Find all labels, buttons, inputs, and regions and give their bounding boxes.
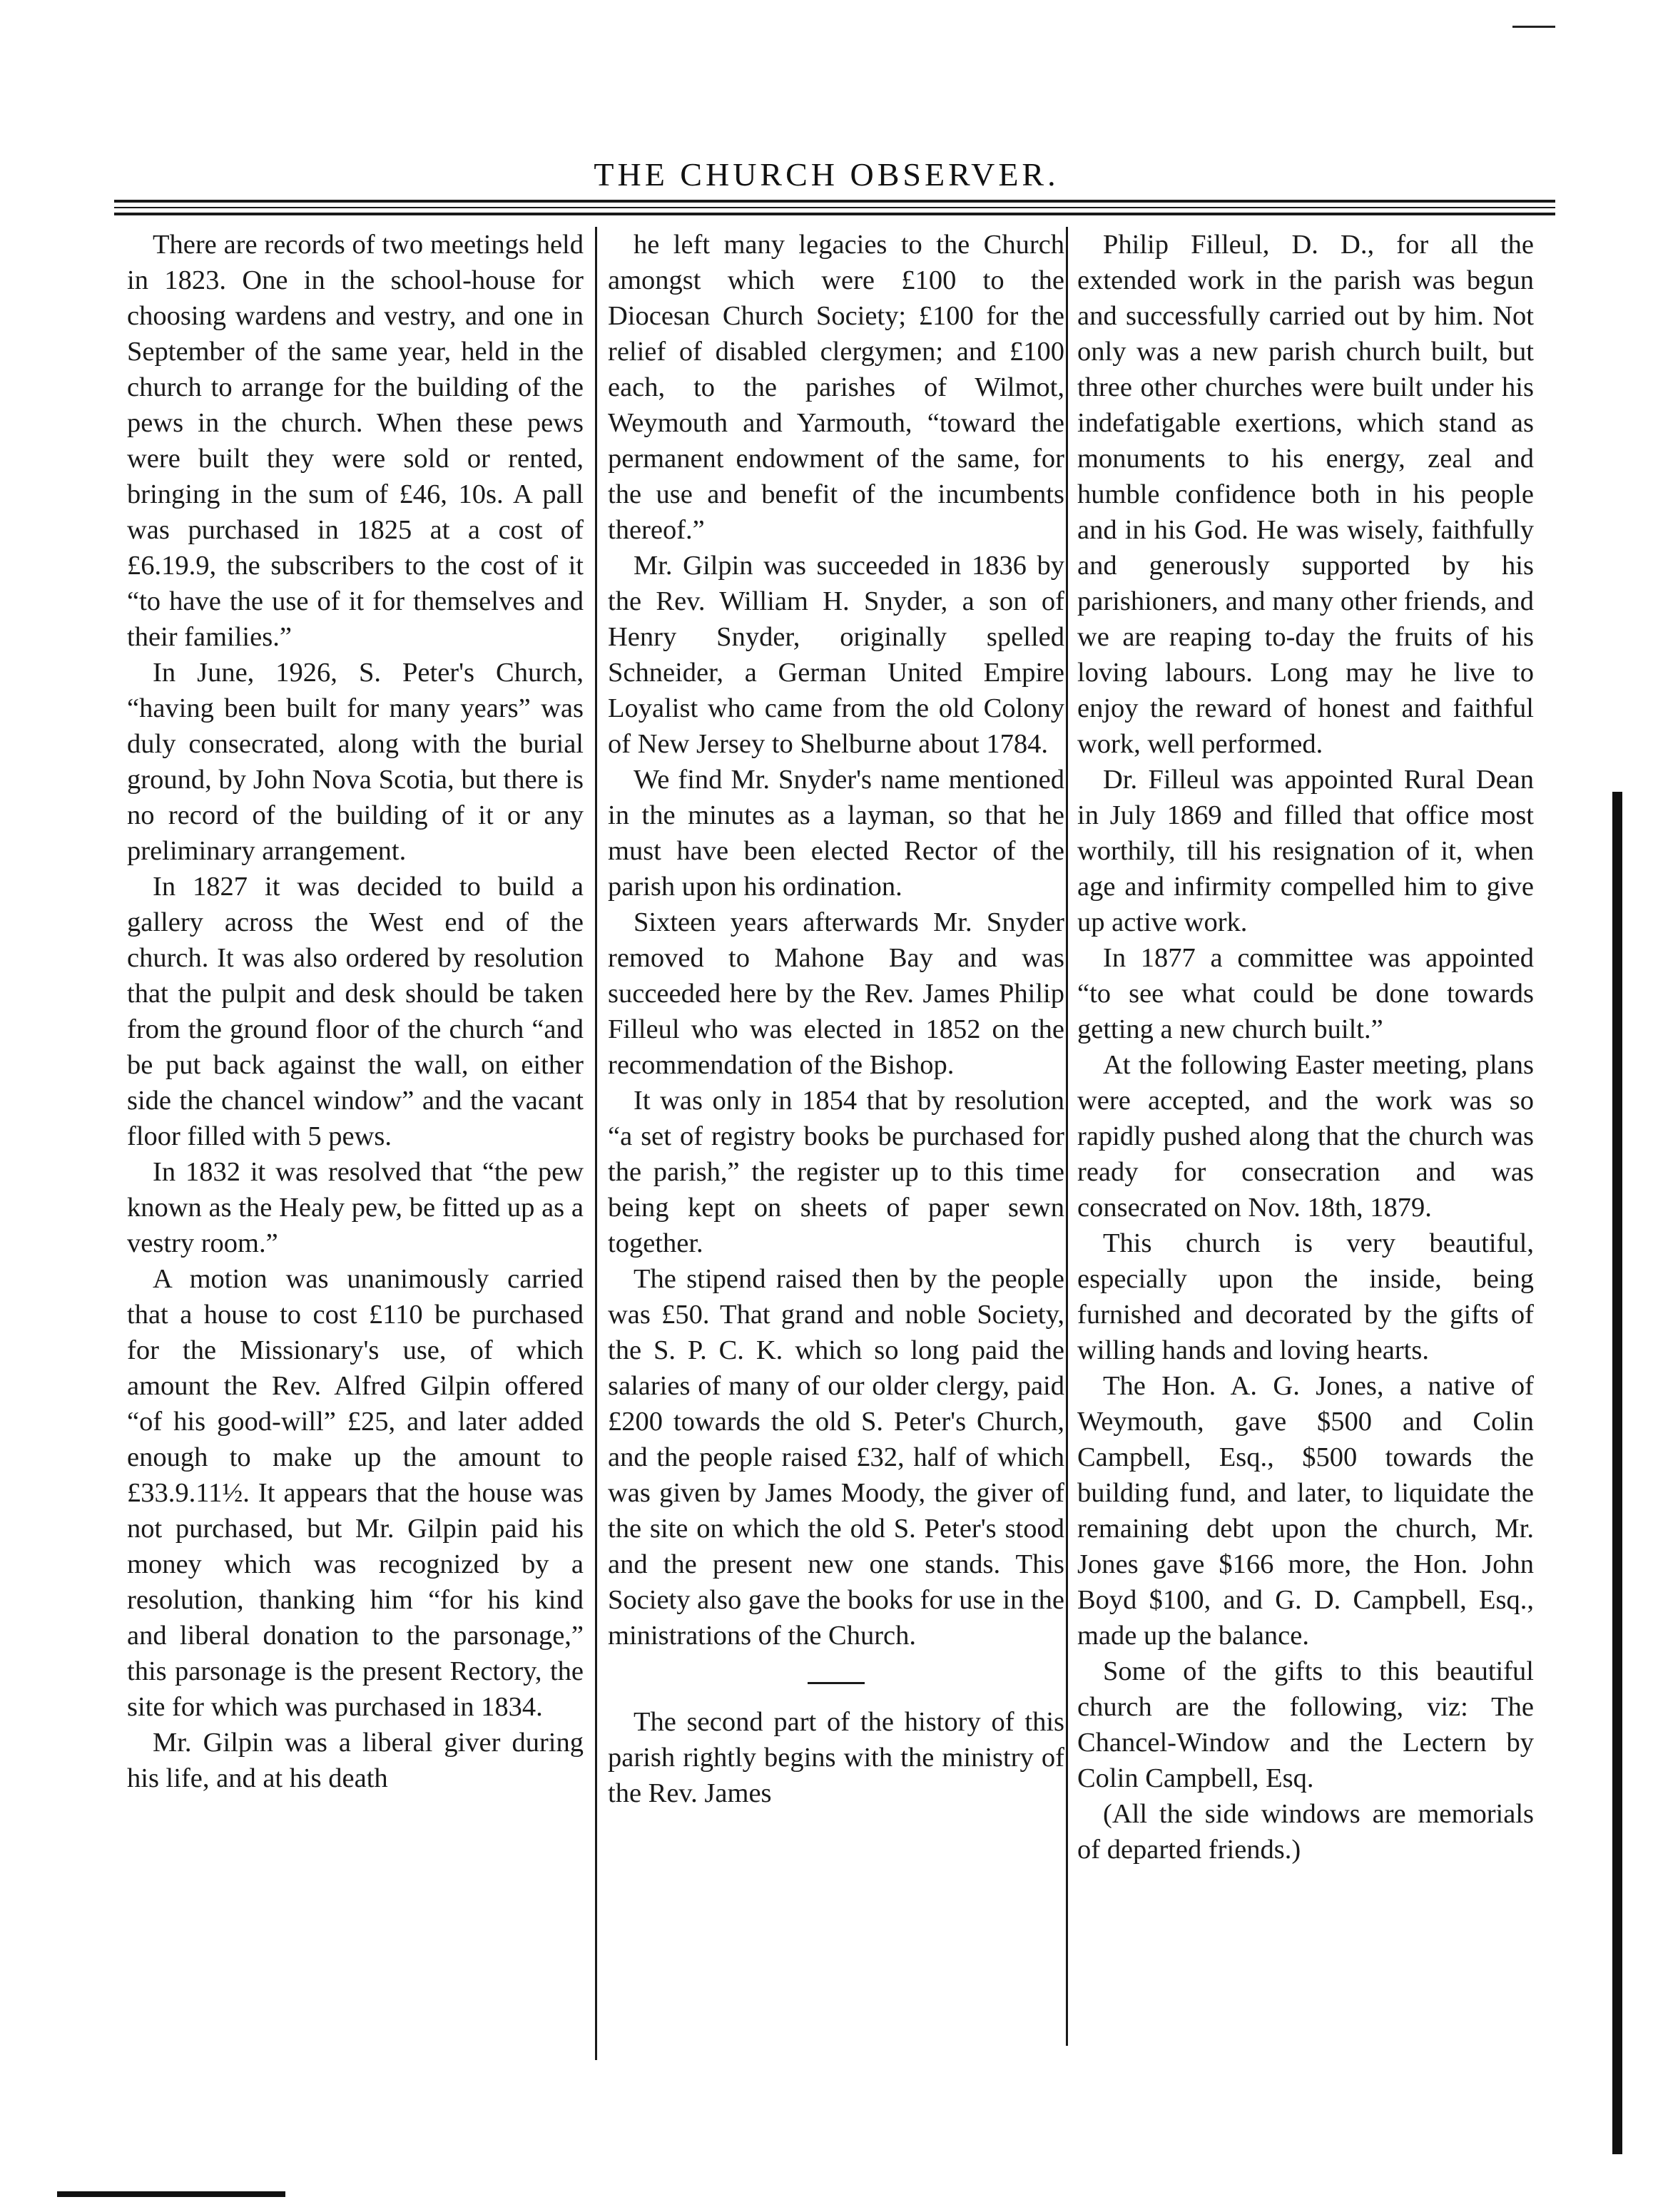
paragraph: We find Mr. Snyder's name mentioned in the minutes as a layman, so that he must have been elected Rector of the parish upon his ordination. [608,765,1064,902]
paragraph: Sixteen years afterwards Mr. Snyder removed to Mahone Bay and was succeeded here by the Rev. James Philip Filleul who was elected in 1852 on the recommendation of the Bishop. [608,907,1064,1080]
masthead-rule-bottom [114,213,1555,215]
paragraph: Dr. Filleul was appointed Rural Dean in July 1869 and filled that office most worthily, till his resignation of it, when age and infirmity compelled him to give up active work. [1077,765,1534,937]
scan-edge-right [1612,792,1622,2154]
text-column-3 [1077,227,1534,1867]
text-column-1 [127,227,584,1796]
section-break-dash [808,1682,865,1684]
masthead-rule-middle [114,207,1555,208]
paragraph: Mr. Gilpin was a liberal giver during his life, and at his death [127,1728,584,1793]
paragraph: Philip Filleul, D. D., for all the extended work in the parish was begun and successfully carried out by him. Not only was a new parish church built, but three other churches were built under his indefatigable exertions, which stand as monuments to his energy, zeal and humble confidence both in his people and in his God. He was wisely, faithfully and generously supported by his parishioners, and many other friends, and we are reaping to-day the fruits of his loving labours. Long may he live to enjoy the reward of honest and faithful work, well performed. [1077,230,1534,759]
paragraph: Mr. Gilpin was succeeded in 1836 by the Rev. William H. Snyder, a son of Henry Snyder, originally spelled Schneider, a German United Empire Loyalist who came from the old Colony of New Jersey to Shelburne about 1784. [608,551,1064,759]
paragraph: The Hon. A. G. Jones, a native of Weymouth, gave $500 and Colin Campbell, Esq., $500 towards the building fund, and later, to liquidate the remaining debt upon the church, Mr. Jones gave $166 more, the Hon. John Boyd $100, and G. D. Campbell, Esq., made up the balance. [1077,1371,1534,1651]
paragraph: (All the side windows are memorials of departed friends.) [1077,1799,1534,1865]
scan-edge-bottom [57,2191,285,2197]
paragraph: In 1827 it was decided to build a gallery across the West end of the church. It was also ordered by resolution that the pulpit and desk should be taken from the ground floor of the church “and be put back against the wall, on either side the chancel window” and the vacant floor filled with 5 pews. [127,872,584,1151]
masthead-rule-top [114,200,1555,203]
paragraph: In June, 1926, S. Peter's Church, “having been built for many years” was duly consecrated, along with the burial ground, by John Nova Scotia, but there is no record of the building of it or any preliminary arrangement. [127,658,584,866]
paragraph: A motion was unanimously carried that a house to cost £110 be purchased for the Missionary's use, of which amount the Rev. Alfred Gilpin offered “of his good-will” £25, and later added enough to make up the amount to £33.9.11½. It appears that the house was not purchased, but Mr. Gilpin paid his money which was recognized by a resolution, thanking him “for his kind and liberal donation to the parsonage,” this parsonage is the present Rectory, the site for which was purchased in 1834. [127,1264,584,1722]
paragraph: There are records of two meetings held in 1823. One in the school-house for choosing wardens and vestry, and one in September of the same year, held in the church to arrange for the building of the pews in the church. When these pews were built they were sold or rented, bringing in the sum of £46, 10s. A pall was purchased in 1825 at a cost of £6.19.9, the subscribers to the cost of it “to have the use of it for themselves and their families.” [127,230,584,652]
paragraph: The second part of the history of this parish rightly begins with the ministry of the Rev. James [608,1707,1064,1808]
paragraph: Some of the gifts to this beautiful church are the following, viz: The Chancel-Window and the Lectern by Colin Campbell, Esq. [1077,1656,1534,1793]
paragraph: he left many legacies to the Church amongst which were £100 to the Diocesan Church Society; £100 for the relief of disabled clergymen; and £100 each, to the parishes of Wilmot, Weymouth and Yarmouth, “toward the permanent endowment of the same, for the use and benefit of the incumbents thereof.” [608,230,1064,545]
text-column-2 [608,227,1064,1811]
paragraph: It was only in 1854 that by resolution “a set of registry books be purchased for the parish,” the register up to this time being kept on sheets of paper sewn together. [608,1086,1064,1258]
column-divider [1066,227,1068,2046]
paragraph: This church is very beautiful, especially upon the inside, being furnished and decorated by the gifts of willing hands and loving hearts. [1077,1228,1534,1365]
scan-mark-top [1512,26,1555,28]
paragraph: In 1877 a committee was appointed “to see what could be done towards getting a new church built.” [1077,943,1534,1044]
masthead-title: THE CHURCH OBSERVER. [594,156,1059,193]
paragraph: The stipend raised then by the people was £50. That grand and noble Society, the S. P. C. K. which so long paid the salaries of many of our older clergy, paid £200 towards the old S. Peter's Church, and the people raised £32, half of which was given by James Moody, the giver of the site on which the old S. Peter's stood and the present new one stands. This Society also gave the books for use in the ministrations of the Church. [608,1264,1064,1651]
paragraph: In 1832 it was resolved that “the pew known as the Healy pew, be fitted up as a vestry room.” [127,1157,584,1258]
column-divider [595,227,597,2060]
paragraph: At the following Easter meeting, plans were accepted, and the work was so rapidly pushed along that the church was ready for consecration and was consecrated on Nov. 18th, 1879. [1077,1050,1534,1223]
